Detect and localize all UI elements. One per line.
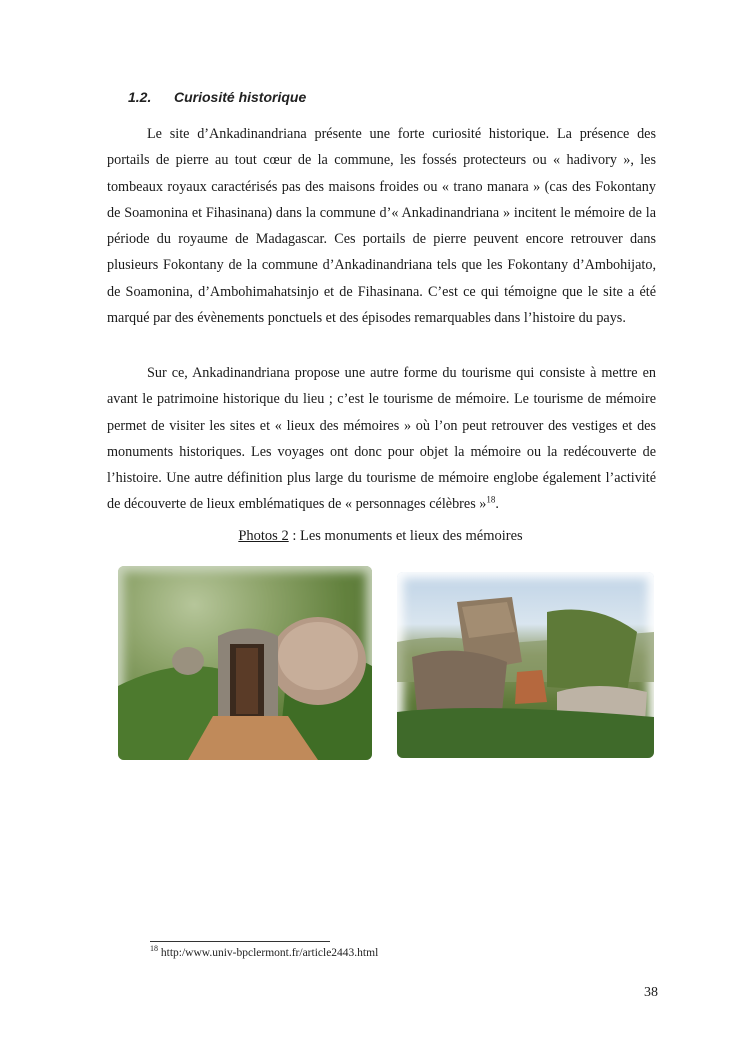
- paragraph-1-text: Le site d’Ankadinandriana présente une forte curiosité historique. La présence des portails de pierre au tout cœur de la commune, les fossés protecteurs ou « hadivory », les tombeaux royaux caractérisés pas des maisons froides ou « trano manara » (cas des Fokontany de Soamonina et Fihasinana) dans la commune d’« Ankadinandriana » incitent le mémoire de la période du royaume de Madagascar. Ces portails de pierre peuvent encore retrouver dans plusieurs Fokontany de la commune d’Ankadinandriana tels que les Fokontany d’Ambohijato, de Soamonina, d’Ambohimahatsinjo et de Fihasinana. C’est ce qui témoigne que le site a été marqué par des évènements ponctuels et des épisodes remarquables dans l’histoire du pays.: [107, 126, 656, 327]
- section-number: 1.2.: [128, 89, 152, 105]
- section-heading: [128, 89, 306, 105]
- stone-ruins-image: [397, 572, 654, 758]
- page-number: 38: [644, 985, 658, 1000]
- caption-label: Photos 2: [238, 528, 289, 544]
- footnote: [150, 944, 379, 959]
- paragraph-1: [107, 121, 656, 331]
- footnote-reference[interactable]: 18: [486, 494, 496, 505]
- footnote-separator: [150, 941, 330, 942]
- section-title: Curiosité historique: [174, 89, 307, 105]
- footnote-number: 18: [150, 944, 158, 954]
- paragraph-2-text: Sur ce, Ankadinandriana propose une autre forme du tourisme qui consiste à mettre en avant le patrimoine historique du lieu ; c’est le tourisme de mémoire. Le tourisme de mémoire permet de visiter les sites et « lieux des mémoires » où l’on peut retrouver des vestiges et des monuments historiques. Les voyages ont donc pour objet la mémoire ou la redécouverte de l’histoire. Une autre définition plus large du tourisme de mémoire englobe également l’activité de découverte de lieux emblématiques de « personnages célèbres »: [107, 365, 656, 513]
- paragraph-2-end: .: [495, 496, 499, 513]
- photo-stone-gate: [118, 566, 372, 760]
- footnote-link[interactable]: http:/www.univ-bpclermont.fr/article2443.html: [158, 947, 379, 959]
- figure-caption: [0, 528, 745, 545]
- paragraph-2: [107, 360, 656, 518]
- photo-stone-ruins: [397, 572, 654, 758]
- stone-gate-image: [118, 566, 372, 760]
- caption-text: : Les monuments et lieux des mémoires: [288, 528, 523, 544]
